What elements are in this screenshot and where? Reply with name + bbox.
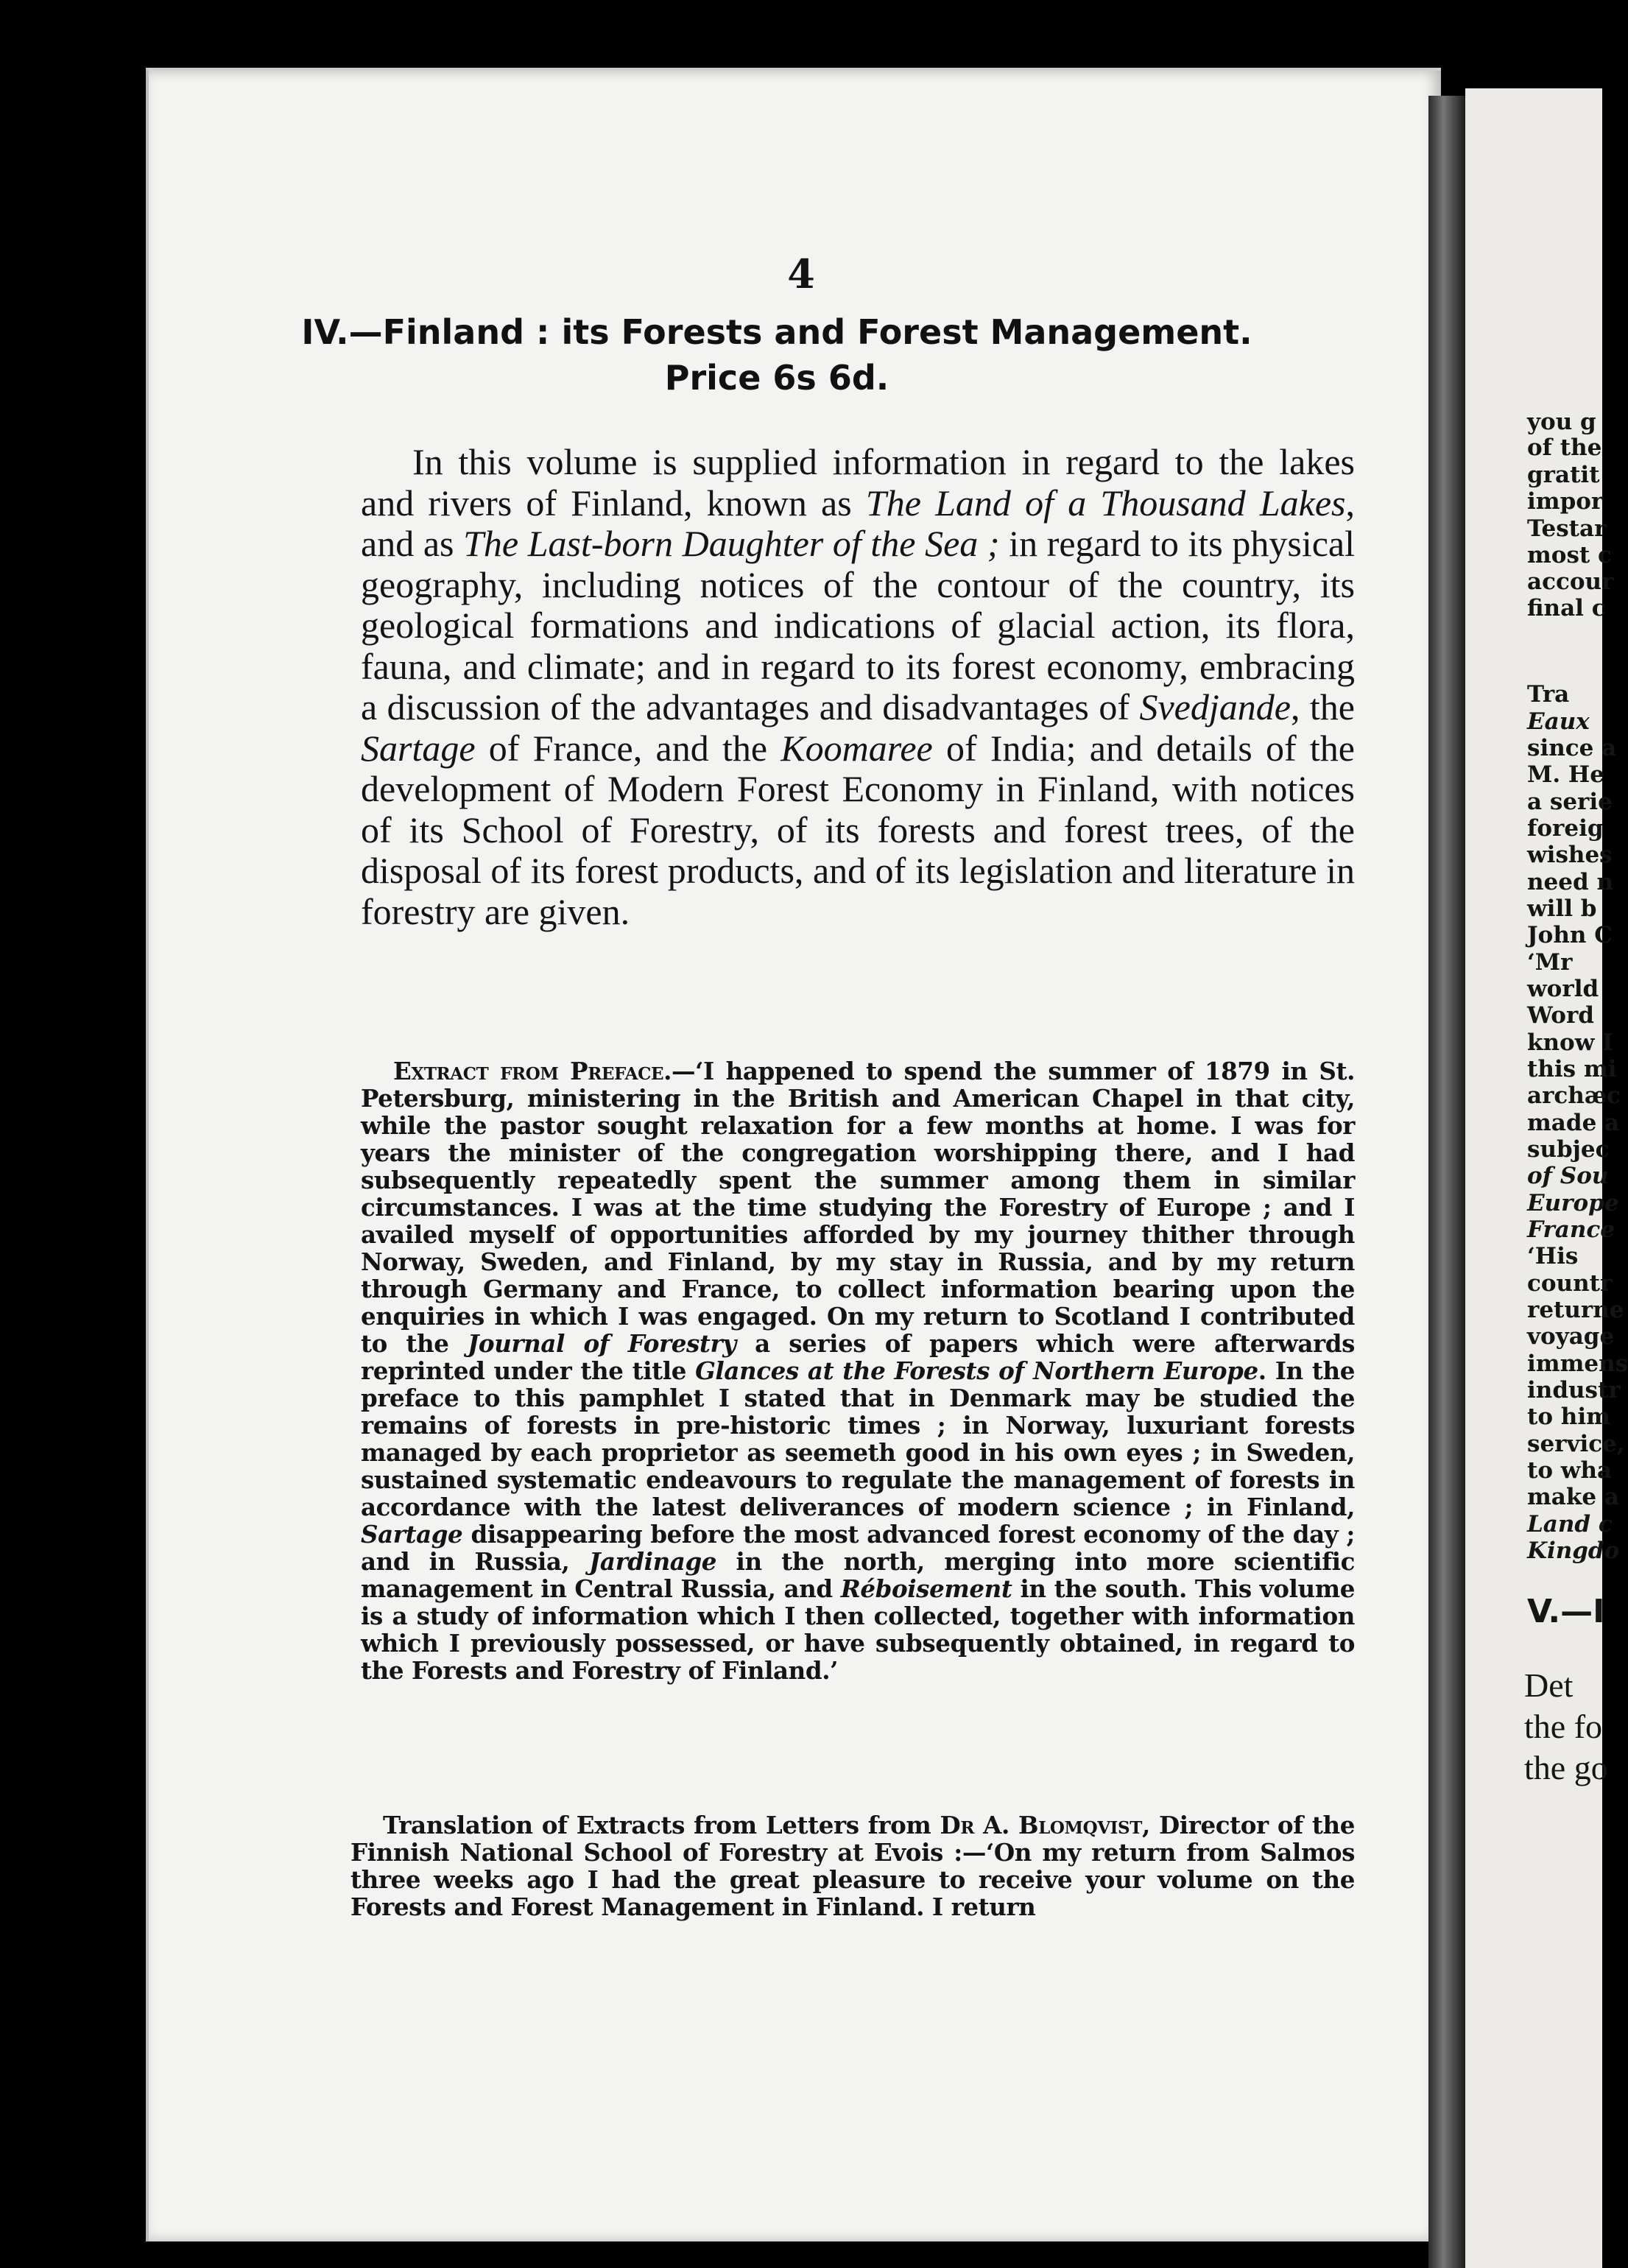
right-page-text-fragment: world bbox=[1527, 976, 1599, 1002]
right-page-text-fragment: know I bbox=[1527, 1029, 1613, 1056]
right-page-text-fragment: accour bbox=[1527, 568, 1614, 595]
right-page-text-fragment: M. He bbox=[1527, 761, 1604, 788]
text-run: a series of papers which were afterwards reprinted under the title bbox=[361, 1329, 1355, 1385]
right-page-text-fragment: immens bbox=[1527, 1350, 1628, 1377]
right-page-text-fragment: foreig bbox=[1527, 815, 1604, 842]
text-run: Koomaree bbox=[780, 727, 933, 769]
text-run: Dr A. Blomqvist bbox=[940, 1811, 1142, 1839]
right-page-text-fragment: of Sou bbox=[1527, 1163, 1609, 1189]
intro-paragraph bbox=[361, 442, 1355, 932]
right-page-text-fragment: will b bbox=[1527, 895, 1597, 922]
text-run: The Land of a Thousand Lakes bbox=[865, 482, 1346, 524]
right-page-text-fragment: Word bbox=[1527, 1002, 1594, 1029]
right-page-text-fragment: most c bbox=[1527, 542, 1612, 568]
right-page-text-fragment: this mi bbox=[1527, 1056, 1617, 1082]
text-run: of France, and the bbox=[475, 727, 781, 769]
text-run: . In the preface to this pamphlet I stated that in Denmark may be studied the remains of forests in pre-historic times ; in Norway, luxuriant forests managed by each proprietor as seemeth good in his own eyes ; in Sweden, sustained systematic endeavours to regulate the management of forests in accordance with the latest deliverances of modern science ; in Finland, bbox=[361, 1356, 1355, 1521]
text-run: —‘I happened to spend the summer of 1879 in St. Petersburg, ministering in the British and American Chapel in that city, while the pastor sought relaxation for a few months at home. I was for years the minister of the congregation worshipping there, and I had subsequently repeatedly spent the summer among them in similar circumstances. I was at the time studying the Forestry of Europe ; and I availed myself of opportunities afforded by my journey thither through Norway, Sweden, and Finland, by my stay in Russia, and by my return through Germany and France, to collect information bearing upon the enquiries in which I was engaged. On my return to Scotland I contributed to the bbox=[361, 1057, 1355, 1358]
letter-translation-paragraph bbox=[350, 1811, 1355, 1920]
right-page-text-fragment: Eaux bbox=[1527, 708, 1590, 735]
right-page-text-fragment: Kingdo bbox=[1527, 1538, 1620, 1564]
text-run: The Last-born Daughter of the Sea ; bbox=[463, 523, 1000, 564]
right-page-text-fragment: Tra bbox=[1527, 681, 1570, 708]
text-run: Sartage bbox=[361, 727, 476, 769]
right-page-text-fragment: make a bbox=[1527, 1484, 1619, 1510]
right-page-text-fragment: gratit bbox=[1527, 462, 1600, 488]
section-heading bbox=[243, 309, 1311, 401]
right-page-text-fragment: the go bbox=[1524, 1749, 1608, 1786]
right-page-text-fragment: to him bbox=[1527, 1404, 1610, 1430]
right-page-text-fragment: subjec bbox=[1527, 1136, 1610, 1163]
right-page-text-fragment: the fo bbox=[1524, 1708, 1603, 1745]
right-page-text-fragment: service, bbox=[1527, 1431, 1625, 1457]
right-page-text-fragment: a serie bbox=[1527, 789, 1613, 815]
right-page-text-fragment: wishes bbox=[1527, 842, 1613, 868]
book-gutter bbox=[1428, 96, 1465, 2268]
text-run: , the bbox=[1290, 686, 1355, 728]
right-page-text-fragment: made a bbox=[1527, 1110, 1620, 1136]
text-run: in regard to its physical geography, including notices of the contour of the country, its geological formations and indications of glacial action, its flora, fauna, and climate; and in regard to its forest economy, embracing a discussion of the advantages and disadvantages of bbox=[361, 523, 1356, 728]
text-run: Extract from Preface. bbox=[393, 1057, 672, 1085]
preface-extract-paragraph bbox=[361, 1057, 1355, 1684]
right-page-text-fragment: Det bbox=[1524, 1666, 1574, 1704]
right-page-text-fragment: industr bbox=[1527, 1377, 1621, 1404]
right-page-text-fragment: returne bbox=[1527, 1297, 1624, 1323]
text-run: Glances at the Forests of Northern Europe bbox=[695, 1356, 1258, 1385]
text-run: Réboisement bbox=[840, 1574, 1012, 1603]
price-line: Price 6s 6d. bbox=[664, 358, 889, 398]
text-run: Jardinage bbox=[588, 1547, 717, 1576]
right-page-text-fragment: Land c bbox=[1527, 1511, 1613, 1538]
right-page-partial bbox=[1465, 88, 1628, 2268]
text-run: , and as bbox=[361, 482, 1355, 564]
text-run: of India; and details of the development of Modern Forest Economy in Finland, with notices of its School of Forestry, of its forests and forest trees, of the disposal of its forest products, and of its legislation and literature in forestry are given. bbox=[361, 727, 1355, 932]
right-page-text-fragment: France bbox=[1527, 1216, 1615, 1243]
right-page-text-fragment: to wha bbox=[1527, 1457, 1613, 1484]
text-run: In this volume is supplied information in regard to the lakes and rivers of Finland, known as bbox=[361, 441, 1355, 524]
right-page-text-fragment: Testar bbox=[1527, 515, 1607, 542]
text-run: in the south. This volume is a study of information which I then collected, together with information which I previously possessed, or have subsequently obtained, in regard to the Forests and Forestry of Finland.’ bbox=[361, 1574, 1355, 1685]
text-run: Svedjande bbox=[1139, 686, 1291, 728]
right-page-text-fragment: Europe bbox=[1527, 1190, 1619, 1216]
right-page-text-fragment: since a bbox=[1527, 735, 1617, 761]
right-page-text-fragment: of the bbox=[1527, 434, 1602, 461]
right-page-text-fragment: archæc bbox=[1527, 1082, 1621, 1109]
right-page-text-fragment: voyage bbox=[1527, 1323, 1615, 1350]
right-page-text-fragment: final c bbox=[1527, 595, 1606, 621]
text-run: , Director of the Finnish National School of Forestry at Evois :—‘On my return from Salmos three weeks ago I had the great pleasure to receive your volume on the Forests and Forest Management in Finland. I return bbox=[350, 1811, 1355, 1921]
text-run: Translation of Extracts from Letters from bbox=[383, 1811, 940, 1839]
right-page-text-fragment: impor bbox=[1527, 488, 1604, 515]
text-run: disappearing before the most advanced forest economy of the day ; and in Russia, bbox=[361, 1520, 1355, 1576]
right-page-text-fragment: you g bbox=[1527, 409, 1596, 435]
right-page-text-fragment: countr bbox=[1527, 1270, 1613, 1297]
right-page-text-fragment: need n bbox=[1527, 869, 1613, 895]
right-page-text-fragment: ‘His bbox=[1527, 1243, 1579, 1269]
page-number: 4 bbox=[787, 250, 815, 297]
right-page-text-fragment: ‘Mr bbox=[1527, 949, 1573, 976]
section-title: IV.—Finland : its Forests and Forest Management. bbox=[301, 312, 1252, 352]
right-page-text-fragment: John C bbox=[1527, 922, 1613, 948]
text-run: Journal of Forestry bbox=[467, 1329, 736, 1358]
text-run: Sartage bbox=[361, 1520, 463, 1549]
right-page-text-fragment: V.—I bbox=[1527, 1593, 1605, 1630]
text-run: in the north, merging into more scientific management in Central Russia, and bbox=[361, 1547, 1355, 1603]
